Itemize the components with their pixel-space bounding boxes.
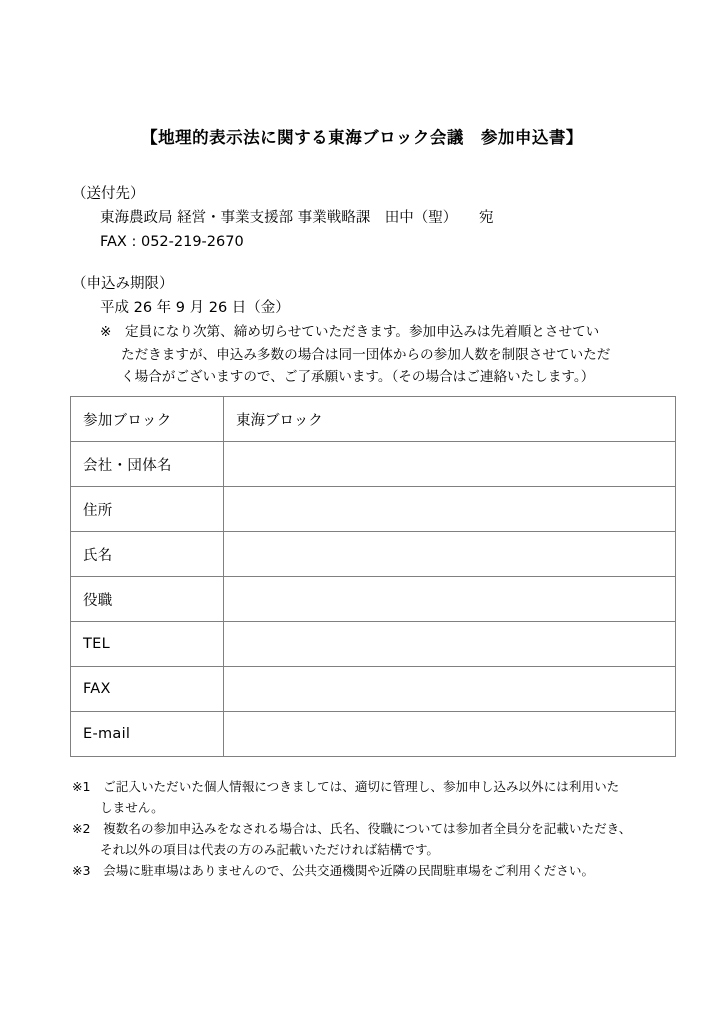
deadline-note: [100, 321, 610, 389]
form-table-body: [71, 397, 676, 757]
footnote-2-line-1: ※2 複数名の参加申込みをなされる場合は、氏名、役職については参加者全員分を記載いただき、: [72, 821, 632, 836]
footnotes-section: [72, 776, 660, 881]
field-value-name[interactable]: [224, 532, 676, 577]
send-to-organization: 東海農政局 経営・事業支援部 事業戦略課 田中（聖） 宛: [100, 210, 494, 226]
table-row: [71, 532, 676, 577]
table-row: [71, 622, 676, 667]
field-value-fax[interactable]: [224, 667, 676, 712]
footnote-1: [72, 776, 660, 818]
table-row: [71, 487, 676, 532]
field-value-email[interactable]: [224, 712, 676, 757]
document-title: 【地理的表示法に関する東海ブロック会議 参加申込書】: [141, 128, 583, 147]
field-label-company-name: 会社・団体名: [71, 442, 224, 487]
table-row: [71, 577, 676, 622]
field-value-participation-block[interactable]: 東海ブロック: [224, 397, 676, 442]
footnote-2-line-2: それ以外の項目は代表の方のみ記載いただければ結構です。: [100, 842, 440, 857]
table-row: [71, 442, 676, 487]
deadline-label: （申込み期限）: [72, 276, 174, 292]
field-label-tel: TEL: [71, 622, 224, 667]
footnote-3-line-1: ※3 会場に駐車場はありませんので、公共交通機関や近隣の民間駐車場をご利用ください。: [72, 863, 595, 878]
footnote-1-line-1: ※1 ご記入いただいた個人情報につきましては、適切に管理し、参加申し込み以外には利用いた: [72, 779, 620, 794]
application-form-table: [70, 396, 676, 757]
send-to-label: （送付先）: [72, 186, 145, 202]
field-label-email: E-mail: [71, 712, 224, 757]
field-label-fax: FAX: [71, 667, 224, 712]
field-value-position[interactable]: [224, 577, 676, 622]
table-row: [71, 397, 676, 442]
field-value-company-name[interactable]: [224, 442, 676, 487]
deadline-note-line-1: ※ 定員になり次第、締め切らせていただきます。参加申込みは先着順とさせてい: [100, 324, 600, 340]
deadline-date: 平成 26 年 9 月 26 日（金）: [100, 300, 290, 316]
footnote-2: [72, 818, 660, 860]
field-label-address: 住所: [71, 487, 224, 532]
deadline-section: [72, 272, 610, 389]
table-row: [71, 667, 676, 712]
field-value-tel[interactable]: [224, 622, 676, 667]
deadline-note-line-3: く場合がございますので、ご了承願います。（その場合はご連絡いたします。）: [121, 369, 595, 385]
field-label-position: 役職: [71, 577, 224, 622]
deadline-note-line-2: ただきますが、申込み多数の場合は同一団体からの参加人数を制限させていただ: [121, 346, 611, 363]
field-label-participation-block: 参加ブロック: [71, 397, 224, 442]
footnote-1-line-2: しません。: [100, 800, 164, 815]
field-label-name: 氏名: [71, 532, 224, 577]
footnote-3: [72, 860, 660, 881]
table-row: [71, 712, 676, 757]
send-to-fax: FAX : 052-219-2670: [100, 234, 244, 250]
field-value-address[interactable]: [224, 487, 676, 532]
send-to-section: [72, 182, 493, 254]
